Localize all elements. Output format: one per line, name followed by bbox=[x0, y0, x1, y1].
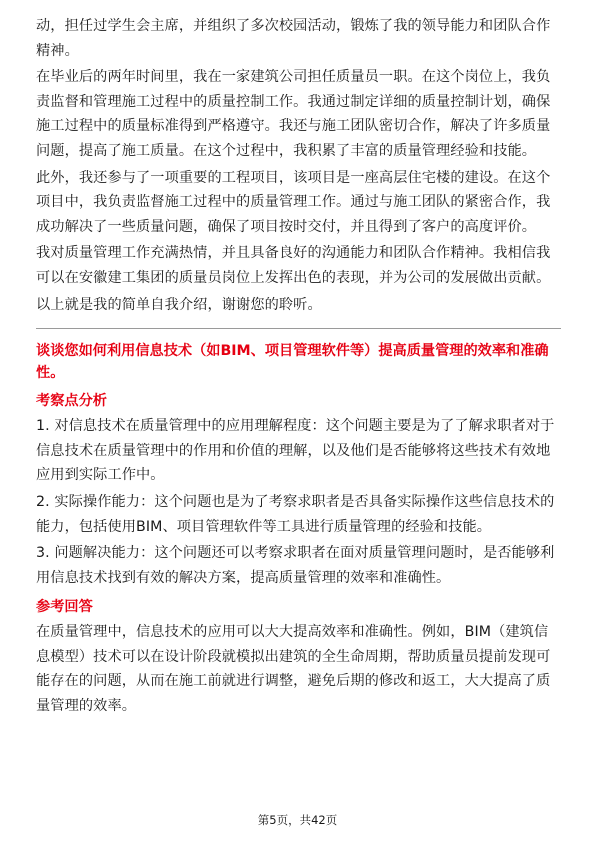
question-title: 谈谈您如何利用信息技术（如BIM、项目管理软件等）提高质量管理的效率和准确性。 bbox=[36, 343, 549, 382]
reference-heading: 参考回答 bbox=[36, 599, 93, 616]
intro-paragraph: 我对质量管理工作充满热情，并且具备良好的沟通能力和团队合作精神。我相信我可以在安徽建工集团的质量员岗位上发挥出色的表现，并为公司的发展做出贡献。 bbox=[36, 245, 551, 286]
intro-paragraph: 动，担任过学生会主席，并组织了多次校园活动，锻炼了我的领导能力和团队合作精神。 bbox=[36, 18, 551, 59]
analysis-item: 1. 对信息技术在质量管理中的应用理解程度：这个问题主要是为了了解求职者对于信息技术在质量管理中的作用和价值的理解，以及他们是否能够将这些技术有效地应用到实际工作中。 bbox=[36, 418, 555, 484]
intro-paragraph: 以上就是我的简单自我介绍，谢谢您的聆听。 bbox=[36, 296, 322, 313]
page-content bbox=[36, 14, 561, 719]
analysis-heading: 考察点分析 bbox=[36, 393, 107, 410]
section-divider bbox=[36, 328, 561, 329]
reference-paragraph: 在质量管理中，信息技术的应用可以大大提高效率和准确性。例如，BIM（建筑信息模型）技术可以在设计阶段就模拟出建筑的全生命周期，帮助质量员提前发现可能存在的问题，从而在施工前就进行调整，避免后期的修改和返工，大大提高了质量管理的效率。 bbox=[36, 624, 551, 715]
intro-paragraph: 此外，我还参与了一项重要的工程项目，该项目是一座高层住宅楼的建设。在这个项目中，我负责监督施工过程中的质量管理工作。通过与施工团队的紧密合作，我成功解决了一些质量问题，确保了项目按时交付，并且得到了客户的高度评价。 bbox=[36, 169, 551, 235]
intro-paragraph: 在毕业后的两年时间里，我在一家建筑公司担任质量员一职。在这个岗位上，我负责监督和管理施工过程中的质量控制工作。我通过制定详细的质量控制计划，确保施工过程中的质量标准得到严格遵守。我还与施工团队密切合作，解决了许多质量问题，提高了施工质量。在这个过程中，我积累了丰富的质量管理经验和技能。 bbox=[36, 69, 551, 159]
analysis-item: 2. 实际操作能力：这个问题也是为了考察求职者是否具备实际操作这些信息技术的能力，包括使用BIM、项目管理软件等工具进行质量管理的经验和技能。 bbox=[36, 493, 555, 535]
page-number: 第5页，共42页 bbox=[257, 813, 338, 827]
analysis-item: 3. 问题解决能力：这个问题还可以考察求职者在面对质量管理问题时，是否能够利用信息技术找到有效的解决方案，提高质量管理的效率和准确性。 bbox=[36, 545, 555, 586]
